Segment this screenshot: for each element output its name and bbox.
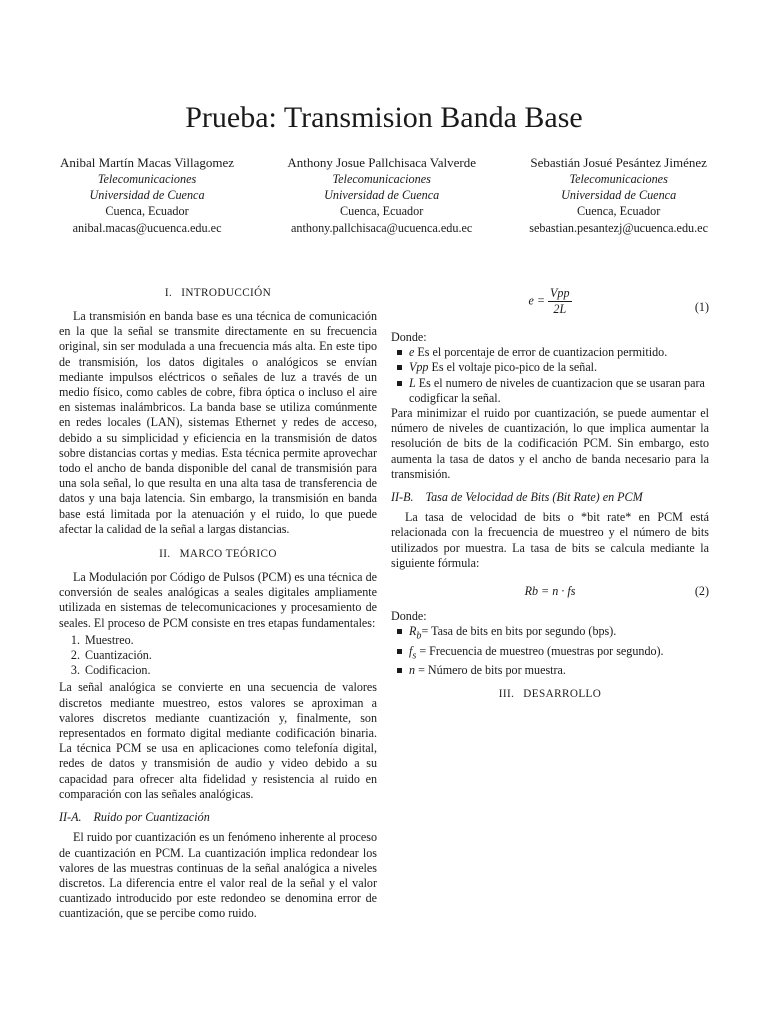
list-item: 2. Cuantización. — [83, 648, 377, 663]
list-item — [409, 624, 709, 644]
section-number: I. — [164, 287, 173, 299]
item-text: Es el porcentaje de error de cuantizacion permitido. — [414, 345, 668, 360]
list-item: 1. Muestreo. — [83, 633, 377, 648]
math-symbol: e — [409, 345, 415, 360]
section-heading-desarrollo — [391, 687, 709, 702]
author-1 — [60, 154, 234, 236]
subsection-title: Tasa de Velocidad de Bits (Bit Rate) en PCM — [425, 490, 643, 505]
author-org: Universidad de Cuenca — [324, 188, 440, 203]
math-symbol: R — [409, 624, 417, 639]
ruido-paragraph: El ruido por cuantización es un fenómeno inherente al proceso de cuantización en PCM. La cuantización implica redondear los valores de las muestras continuas de la señal analógica a niveles discretos. La diferencia entre el valor real de la señal y el valor cuantizado introducido por este redondeo se denomina error de cuantización, que se percibe como ruido. — [59, 830, 377, 921]
item-text: = Frecuencia de muestreo (muestras por segundo). — [416, 643, 664, 658]
item-text: Es el numero de niveles de cuantizacion que se usaran para codigficar la señal. — [409, 375, 705, 405]
equation-lhs: e — [528, 293, 534, 308]
subsection-heading-bit-rate — [391, 490, 709, 505]
author-name: Anibal Martín Macas Villagomez — [60, 155, 235, 170]
author-email: anibal.macas@ucuenca.edu.ec — [72, 220, 222, 235]
left-column — [59, 286, 377, 922]
bullet-icon — [397, 381, 402, 386]
author-org: Universidad de Cuenca — [89, 188, 205, 203]
equation-body: Rb = n · fs — [524, 584, 576, 599]
author-city: Cuenca, Ecuador — [577, 204, 661, 219]
right-column — [391, 286, 709, 710]
author-dept: Telecomunicaciones — [569, 172, 668, 186]
subsection-number: II-A. — [59, 810, 82, 825]
list-item — [409, 360, 709, 375]
math-symbol: L — [409, 375, 416, 390]
math-symbol: n — [409, 663, 416, 678]
bullet-icon — [397, 365, 402, 370]
bullet-icon — [397, 668, 402, 673]
paper-title: Prueba: Transmision Banda Base — [185, 101, 583, 134]
equation-2 — [391, 577, 709, 607]
where-label: Donde: — [391, 609, 427, 624]
pcm-steps-list — [59, 633, 377, 679]
author-name: Anthony Josue Pallchisaca Valverde — [287, 155, 476, 170]
math-subscript: b — [416, 630, 422, 642]
pcm-description-paragraph: La señal analógica se convierte en una secuencia de valores discretos mediante muestreo, estos valores se aproximan a valores discretos mediante cuantización y, finalmente, son representados en formato digital mediante codificación binaria. La técnica PCM se usa en aplicaciones como telefonía digital, redes de datos y transmisión de audio y video debido a su capacidad para ofrecer alta fidelidad y resistencia al ruido en comparación con las señales analógicas. — [59, 680, 377, 801]
author-email: anthony.pallchisaca@ucuenca.edu.ec — [291, 220, 473, 235]
variables-list-2 — [391, 624, 709, 678]
section-heading-introduccion — [59, 286, 377, 301]
item-text: = Número de bits por muestra. — [415, 663, 566, 678]
equation-1 — [391, 286, 709, 328]
subsection-title: Ruido por Cuantización — [93, 810, 210, 825]
numerator: Vpp — [548, 286, 571, 302]
author-name: Sebastián Josué Pesántez Jiménez — [530, 155, 707, 170]
list-item — [409, 644, 709, 664]
list-item: 3. Codificacion. — [83, 663, 377, 678]
denominator: 2L — [553, 302, 567, 317]
section-title: DESARROLLO — [523, 687, 602, 700]
equation-label: (2) — [694, 584, 709, 599]
item-text: = Tasa de bits en bits por segundo (bps). — [421, 624, 617, 639]
where-label: Donde: — [391, 330, 427, 344]
list-item — [409, 376, 709, 406]
math-subscript: s — [412, 650, 417, 662]
bit-rate-paragraph: La tasa de velocidad de bits o *bit rate* en PCM está relacionada con la frecuencia de muestreo y el número de bits utilizados por muestra. La tasa de bits se calcula mediante la siguiente fórmula: — [391, 510, 709, 570]
subsection-number: II-B. — [391, 490, 414, 505]
author-dept: Telecomunicaciones — [97, 172, 197, 186]
equation-label: (1) — [694, 300, 709, 314]
author-city: Cuenca, Ecuador — [340, 204, 424, 219]
variables-list-1 — [391, 345, 709, 406]
section-number: II. — [159, 548, 171, 561]
author-dept: Telecomunicaciones — [332, 172, 431, 186]
intro-paragraph: La transmisión en banda base es una técnica de comunicación en la que la señal se transmite directamente en su frecuencia original, sin ser modulada a una frecuencia más alta. En este tipo de transmisión, los datos digitales o analógicos se envían mediante impulsos eléctricos o señales de luz a través de un medio físico, como cables de cobre, fibra óptica o incluso el aire en sistemas inalámbricos. La banda base se utiliza comúnmente en redes locales (LAN), sistemas Ethernet y redes de acceso, debido a su simplicidad y eficiencia en la transmisión de datos sobre distancias cortas y medias. Esta técnica permite aprovechar todo el ancho de banda disponible del canal de transmisión para una sola señal, lo que resulta en una alta tasa de transferencia de datos y una baja latencia. Sin embargo, la transmisión en banda base está limitada por la atenuación y el ruido, lo que puede afectar la calidad de la señal a largas distancias. — [59, 309, 377, 536]
pcm-paragraph: La Modulación por Código de Pulsos (PCM) es una técnica de conversión de seales analógicas a seales digitales ampliamente utilizada en sistemas de telecomunicaciones y procesamiento de seales. El proceso de PCM consiste en tres etapas fundamentales: — [59, 570, 377, 630]
author-2 — [287, 154, 476, 236]
bullet-icon — [397, 649, 402, 654]
subsection-heading-ruido — [59, 810, 377, 825]
author-org: Universidad de Cuenca — [561, 188, 677, 203]
item-text: Es el voltaje pico-pico de la señal. — [428, 360, 598, 375]
list-item — [409, 663, 709, 678]
bullet-icon — [397, 629, 402, 634]
section-title: INTRODUCCIÓN — [181, 287, 272, 299]
equation-body: e = $\frac{\text{Vpp}}{2L}$ — [528, 286, 570, 317]
section-number: III. — [498, 687, 515, 700]
minimize-noise-paragraph: Para minimizar el ruido por cuantización, se puede aumentar el número de niveles de cuantización, lo que implica aumentar la resolución de bits de la codificación PCM. Sin embargo, esto aumenta la tasa de datos y el ancho de banda necesario para la transmisión. — [391, 406, 709, 481]
section-title: MARCO TEÓRICO — [179, 548, 277, 561]
section-heading-marco-teorico — [59, 547, 377, 562]
math-symbol: Vpp — [409, 360, 429, 375]
author-3 — [529, 154, 708, 236]
fraction — [548, 286, 571, 317]
author-city: Cuenca, Ecuador — [105, 204, 189, 219]
bullet-icon — [397, 350, 402, 355]
math-symbol: f — [409, 643, 413, 658]
author-email: sebastian.pesantezj@ucuenca.edu.ec — [529, 220, 708, 235]
list-item — [409, 345, 709, 360]
author-block — [60, 154, 708, 236]
